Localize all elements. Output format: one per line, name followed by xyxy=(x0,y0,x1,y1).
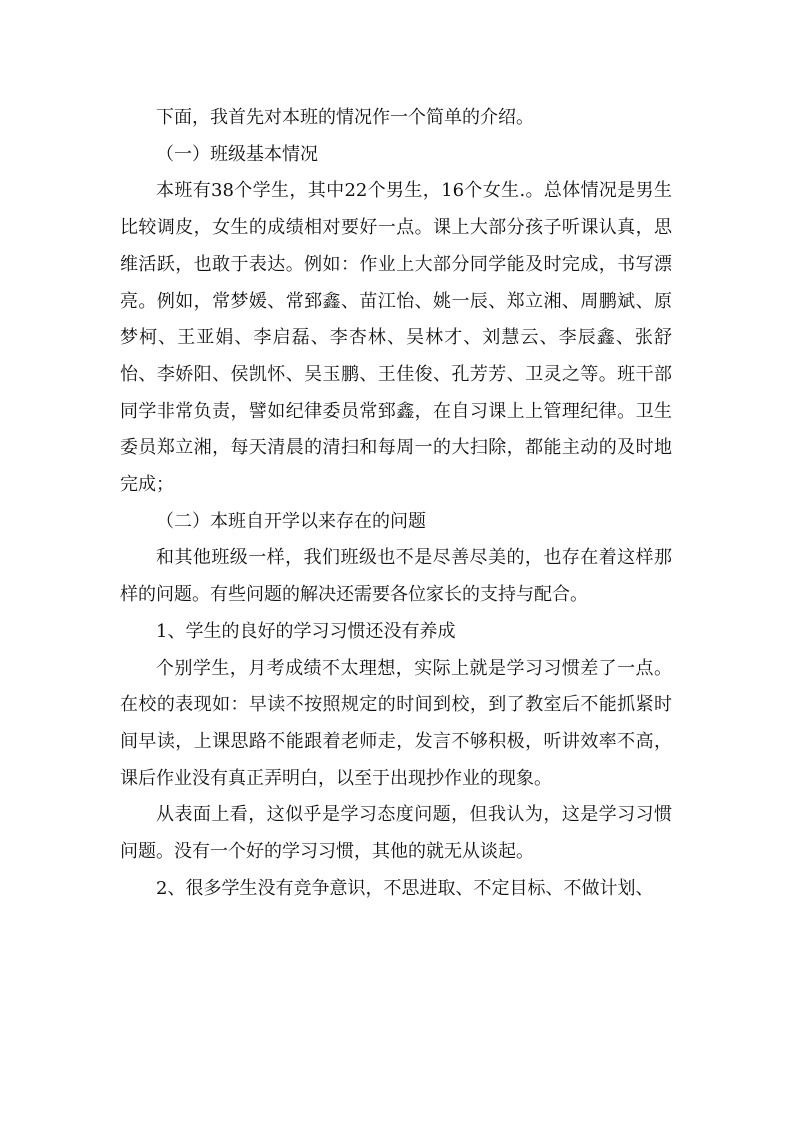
subheading-competition: 2、很多学生没有竞争意识，不思进取、不定目标、不做计划、 xyxy=(156,877,654,899)
section-heading-class-basics: （一）班级基本情况 xyxy=(156,143,318,165)
class-basics-paragraph: 本班有38个学生，其中22个男生，16个女生.。总体情况是男生比较调皮，女生的成绩相对要好一点。课上大部分孩子听课认真，思维活跃，也敢于表达。例如：作业上大部分同学能及时完成，书写漂亮。例如，常梦媛、常郅鑫、苗江怡、姚一辰、郑立湘、周鹏斌、原梦柯、王亚娟、李启磊、李杏林、吴林才、刘慧云、李辰鑫、张舒怡、李娇阳、侯凯怀、吴玉鹏、王佳俊、孔芳芳、卫灵之等。班干部同学非常负责，譬如纪律委员常郅鑫，在自习课上上管理纪律。卫生委员郑立湘，每天清晨的清扫和每周一的大扫除，都能主动的及时地完成； xyxy=(120,180,672,496)
study-habits-paragraph: 个别学生，月考成绩不太理想，实际上就是学习习惯差了一点。在校的表现如：早读不按照规定的时间到校，到了教室后不能抓紧时间早读，上课思路不能跟着老师走，发言不够积极，听讲效率不高，课后作业没有真正弄明白，以至于出现抄作业的现象。 xyxy=(120,657,672,789)
document-body xyxy=(120,100,672,907)
subheading-study-habits: 1、学生的良好的学习习惯还没有养成 xyxy=(156,620,456,642)
intro-paragraph: 下面，我首先对本班的情况作一个简单的介绍。 xyxy=(156,107,534,128)
attitude-habit-paragraph: 从表面上看，这似乎是学习态度问题，但我认为，这是学习习惯问题。没有一个好的学习习惯，其他的就无从谈起。 xyxy=(120,804,672,863)
problems-intro-paragraph: 和其他班级一样，我们班级也不是尽善尽美的，也存在着这样那样的问题。有些问题的解决还需要各位家长的支持与配合。 xyxy=(120,547,672,606)
section-heading-problems: （二）本班自开学以来存在的问题 xyxy=(156,510,426,532)
